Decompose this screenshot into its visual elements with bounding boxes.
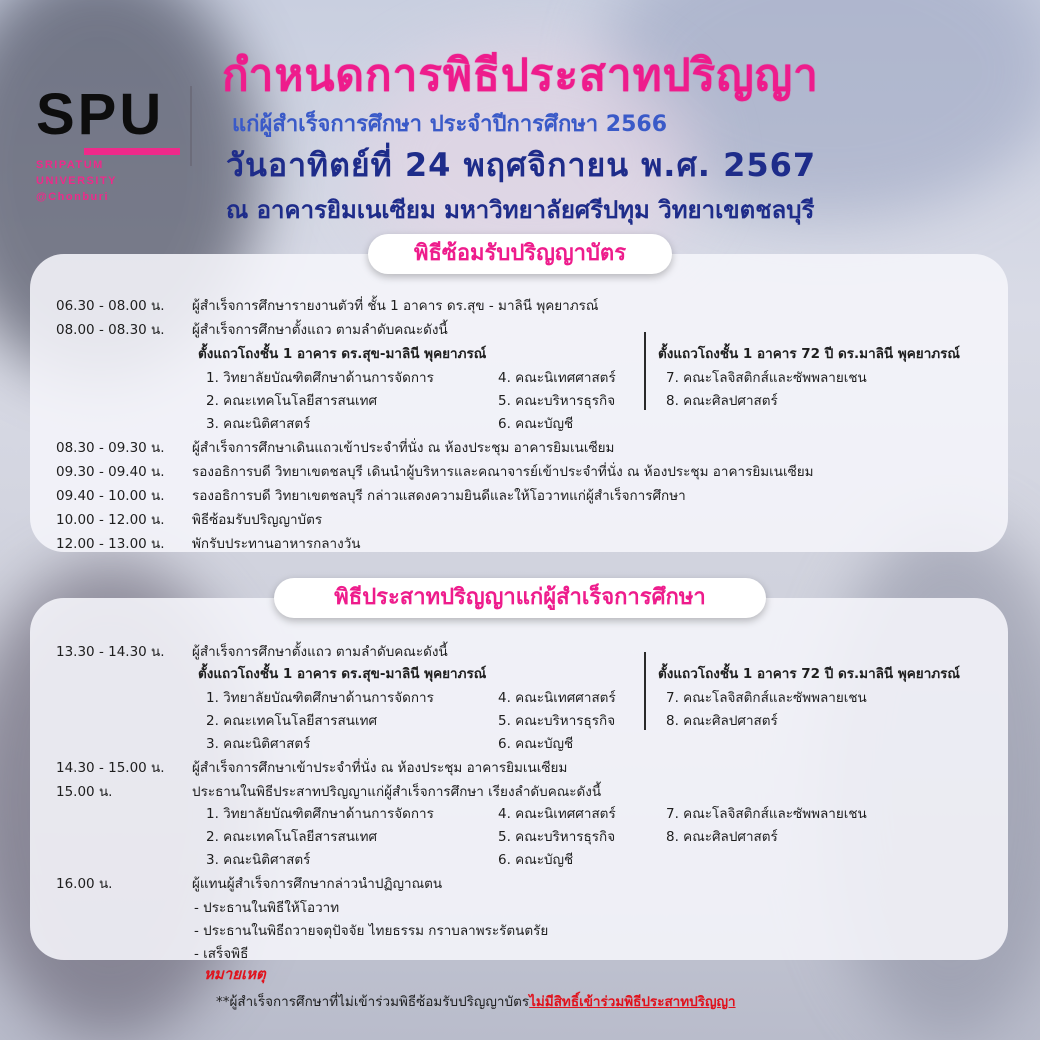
schedule-text: รองอธิการบดี วิทยาเขตชลบุรี เดินนำผู้บริหารและคณาจารย์เข้าประจำที่นั่ง ณ ห้องประชุม อาคารยิมเนเซียม: [192, 464, 814, 480]
faculty-item: 7. คณะโลจิสติกส์และซัพพลายเชน: [666, 806, 867, 822]
faculty-item: 8. คณะศิลปศาสตร์: [666, 393, 778, 409]
header-divider: [190, 86, 192, 166]
schedule-text: ผู้สำเร็จการศึกษาเดินแถวเข้าประจำที่นั่ง ณ ห้องประชุม อาคารยิมเนเซียม: [192, 440, 615, 456]
note-text: [216, 990, 736, 1012]
note-title: หมายเหตุ: [204, 965, 266, 983]
faculty-item: 1. วิทยาลัยบัณฑิตศึกษาด้านการจัดการ: [206, 806, 434, 822]
schedule-time: 09.40 - 10.00 น.: [56, 488, 165, 504]
closing-step: - ประธานในพิธีให้โอวาท: [194, 900, 340, 916]
schedule-text: พิธีซ้อมรับปริญญาบัตร: [192, 512, 323, 528]
schedule-text: ผู้สำเร็จการศึกษารายงานตัวที่ ชั้น 1 อาคาร ดร.สุข - มาลินี พุคยาภรณ์: [192, 298, 599, 314]
schedule-time: 06.30 - 08.00 น.: [56, 298, 165, 314]
ceremony-panel: [30, 598, 1008, 960]
faculty-item: 8. คณะศิลปศาสตร์: [666, 829, 778, 845]
faculty-item: 4. คณะนิเทศศาสตร์: [498, 370, 616, 386]
schedule-time: 15.00 น.: [56, 784, 113, 800]
faculty-item: 1. วิทยาลัยบัณฑิตศึกษาด้านการจัดการ: [206, 690, 434, 706]
faculty-item: 2. คณะเทคโนโลยีสารสนเทศ: [206, 393, 378, 409]
faculty-item: 6. คณะบัญชี: [498, 416, 574, 432]
faculty-item: 3. คณะนิติศาสตร์: [206, 852, 311, 868]
logo-mark: SPU: [36, 82, 165, 147]
schedule-time: 14.30 - 15.00 น.: [56, 760, 165, 776]
note-body: **ผู้สำเร็จการศึกษาที่ไม่เข้าร่วมพิธีซ้อมรับปริญญาบัตร: [216, 994, 530, 1010]
faculty-item: 1. วิทยาลัยบัณฑิตศึกษาด้านการจัดการ: [206, 370, 434, 386]
line-b-heading: ตั้งแถวโถงชั้น 1 อาคาร 72 ปี ดร.มาลินี พุคยาภรณ์: [658, 666, 960, 682]
line-b-heading: ตั้งแถวโถงชั้น 1 อาคาร 72 ปี ดร.มาลินี พุคยาภรณ์: [658, 346, 960, 362]
faculty-item: 7. คณะโลจิสติกส์และซัพพลายเชน: [666, 370, 867, 386]
ceremony-heading: พิธีประสาทปริญญาแก่ผู้สำเร็จการศึกษา: [274, 578, 766, 618]
event-venue: ณ อาคารยิมเนเซียม มหาวิทยาลัยศรีปทุม วิทยาเขตชลบุรี: [226, 196, 815, 224]
faculty-item: 6. คณะบัญชี: [498, 852, 574, 868]
faculty-item: 8. คณะศิลปศาสตร์: [666, 713, 778, 729]
line-a-heading: ตั้งแถวโถงชั้น 1 อาคาร ดร.สุข-มาลินี พุคยาภรณ์: [198, 666, 487, 682]
faculty-item: 4. คณะนิเทศศาสตร์: [498, 690, 616, 706]
schedule-text: พักรับประทานอาหารกลางวัน: [192, 536, 361, 552]
schedule-text: ประธานในพิธีประสาทปริญญาแก่ผู้สำเร็จการศึกษา เรียงลำดับคณะดังนี้: [192, 784, 602, 800]
schedule-time: 16.00 น.: [56, 876, 113, 892]
faculty-item: 6. คณะบัญชี: [498, 736, 574, 752]
note-highlight: ไม่มีสิทธิ์เข้าร่วมพิธีประสาทปริญญา: [529, 994, 736, 1010]
faculty-item: 3. คณะนิติศาสตร์: [206, 736, 311, 752]
event-date: วันอาทิตย์ที่ 24 พฤศจิกายน พ.ศ. 2567: [226, 146, 817, 184]
logo-line-2: UNIVERSITY: [36, 175, 118, 188]
faculty-item: 5. คณะบริหารธุรกิจ: [498, 713, 616, 729]
faculty-item: 5. คณะบริหารธุรกิจ: [498, 829, 616, 845]
schedule-text: ผู้สำเร็จการศึกษาเข้าประจำที่นั่ง ณ ห้องประชุม อาคารยิมเนเซียม: [192, 760, 568, 776]
spu-logo: [36, 82, 186, 204]
faculty-item: 2. คณะเทคโนโลยีสารสนเทศ: [206, 829, 378, 845]
schedule-text: ผู้สำเร็จการศึกษาตั้งแถว ตามลำดับคณะดังนี้: [192, 644, 448, 660]
schedule-text: รองอธิการบดี วิทยาเขตชลบุรี กล่าวแสดงความยินดีและให้โอวาทแก่ผู้สำเร็จการศึกษา: [192, 488, 686, 504]
rehearsal-heading: พิธีซ้อมรับปริญญาบัตร: [368, 234, 672, 274]
schedule-text: ผู้แทนผู้สำเร็จการศึกษากล่าวนำปฏิญาณตน: [192, 876, 443, 892]
schedule-time: 08.00 - 08.30 น.: [56, 322, 165, 338]
faculty-item: 2. คณะเทคโนโลยีสารสนเทศ: [206, 713, 378, 729]
faculty-item: 7. คณะโลจิสติกส์และซัพพลายเชน: [666, 690, 867, 706]
column-divider: [644, 332, 646, 410]
schedule-time: 09.30 - 09.40 น.: [56, 464, 165, 480]
line-a-heading: ตั้งแถวโถงชั้น 1 อาคาร ดร.สุข-มาลินี พุคยาภรณ์: [198, 346, 487, 362]
schedule-time: 08.30 - 09.30 น.: [56, 440, 165, 456]
logo-line-1: SRIPATUM: [36, 159, 104, 171]
page-subtitle: แก่ผู้สำเร็จการศึกษา ประจำปีการศึกษา 2566: [232, 112, 668, 137]
column-divider: [644, 652, 646, 730]
logo-line-3: @Chonburi: [36, 191, 110, 204]
page-title: กำหนดการพิธีประสาทปริญญา: [222, 50, 819, 101]
schedule-time: 10.00 - 12.00 น.: [56, 512, 165, 528]
schedule-time: 12.00 - 13.00 น.: [56, 536, 165, 552]
schedule-time: 13.30 - 14.30 น.: [56, 644, 165, 660]
closing-step: - เสร็จพิธี: [194, 946, 249, 962]
faculty-item: 5. คณะบริหารธุรกิจ: [498, 393, 616, 409]
faculty-item: 4. คณะนิเทศศาสตร์: [498, 806, 616, 822]
closing-step: - ประธานในพิธีถวายจตุปัจจัย ไทยธรรม กราบลาพระรัตนตรัย: [194, 923, 549, 939]
schedule-text: ผู้สำเร็จการศึกษาตั้งแถว ตามลำดับคณะดังนี้: [192, 322, 448, 338]
faculty-item: 3. คณะนิติศาสตร์: [206, 416, 311, 432]
logo-accent-bar: [84, 148, 180, 155]
